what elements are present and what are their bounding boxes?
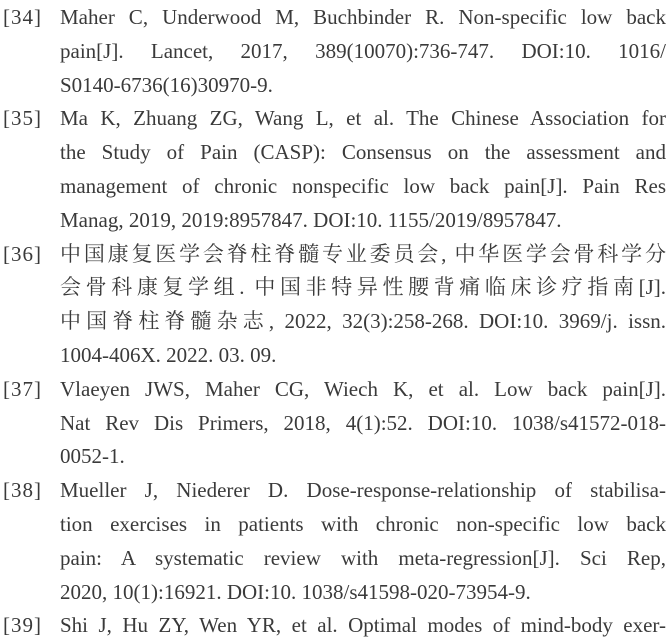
reference-text bbox=[60, 238, 666, 373]
reference-line: Shi J, Hu ZY, Wen YR, et al. Optimal modes of mind-body exer- bbox=[60, 613, 666, 638]
reference-line: Nat Rev Dis Primers, 2018, 4(1):52. DOI:10. 1038/s41572-018- bbox=[60, 410, 666, 435]
reference-line: 0052-1. bbox=[60, 444, 125, 469]
reference-line: Ma K, Zhuang ZG, Wang L, et al. The Chinese Association for bbox=[60, 106, 666, 131]
reference-item-39 bbox=[0, 609, 672, 643]
reference-line: 中国康复医学会脊柱脊髓专业委员会, 中华医学会骨科学分 bbox=[60, 241, 666, 266]
reference-line: management of chronic nonspecific low back pain[J]. Pain Res bbox=[60, 173, 666, 198]
reference-line: pain[J]. Lancet, 2017, 389(10070):736-747. DOI:10. 1016/ bbox=[60, 38, 666, 63]
reference-line: 1004-406X. 2022. 03. 09. bbox=[60, 342, 277, 367]
reference-line: Vlaeyen JWS, Maher CG, Wiech K, et al. Low back pain[J]. bbox=[60, 376, 666, 401]
reference-item-36 bbox=[0, 238, 672, 373]
reference-label: [35] bbox=[3, 106, 42, 131]
reference-label: [36] bbox=[3, 241, 42, 266]
reference-label: [39] bbox=[3, 613, 42, 638]
reference-line: 中国脊柱脊髓杂志, 2022, 32(3):258-268. DOI:10. 3969/j. issn. bbox=[60, 309, 666, 334]
reference-item-35 bbox=[0, 102, 672, 237]
reference-text bbox=[60, 474, 666, 609]
reference-line: tion exercises in patients with chronic non-specific low back bbox=[60, 511, 666, 536]
reference-line: S0140-6736(16)30970-9. bbox=[60, 72, 273, 97]
reference-line: pain: A systematic review with meta-regression[J]. Sci Rep, bbox=[60, 545, 666, 570]
reference-label: [38] bbox=[3, 478, 42, 503]
reference-item-38 bbox=[0, 474, 672, 609]
reference-item-37 bbox=[0, 373, 672, 474]
reference-line: 会骨科康复学组. 中国非特异性腰背痛临床诊疗指南[J]. bbox=[60, 275, 666, 300]
reference-line: Maher C, Underwood M, Buchbinder R. Non-specific low back bbox=[60, 5, 666, 29]
reference-text bbox=[60, 102, 666, 237]
reference-text bbox=[60, 373, 666, 474]
reference-text bbox=[60, 1, 666, 102]
reference-line: 2020, 10(1):16921. DOI:10. 1038/s41598-020-73954-9. bbox=[60, 579, 531, 604]
reference-label: [34] bbox=[3, 5, 42, 29]
reference-line: the Study of Pain (CASP): Consensus on the assessment and bbox=[60, 140, 666, 165]
reference-label: [37] bbox=[3, 376, 42, 401]
reference-text bbox=[60, 609, 666, 643]
reference-item-34 bbox=[0, 1, 672, 102]
reference-line: Mueller J, Niederer D. Dose-response-relationship of stabilisa- bbox=[60, 478, 666, 503]
reference-line: Manag, 2019, 2019:8957847. DOI:10. 1155/2019/8957847. bbox=[60, 207, 562, 232]
